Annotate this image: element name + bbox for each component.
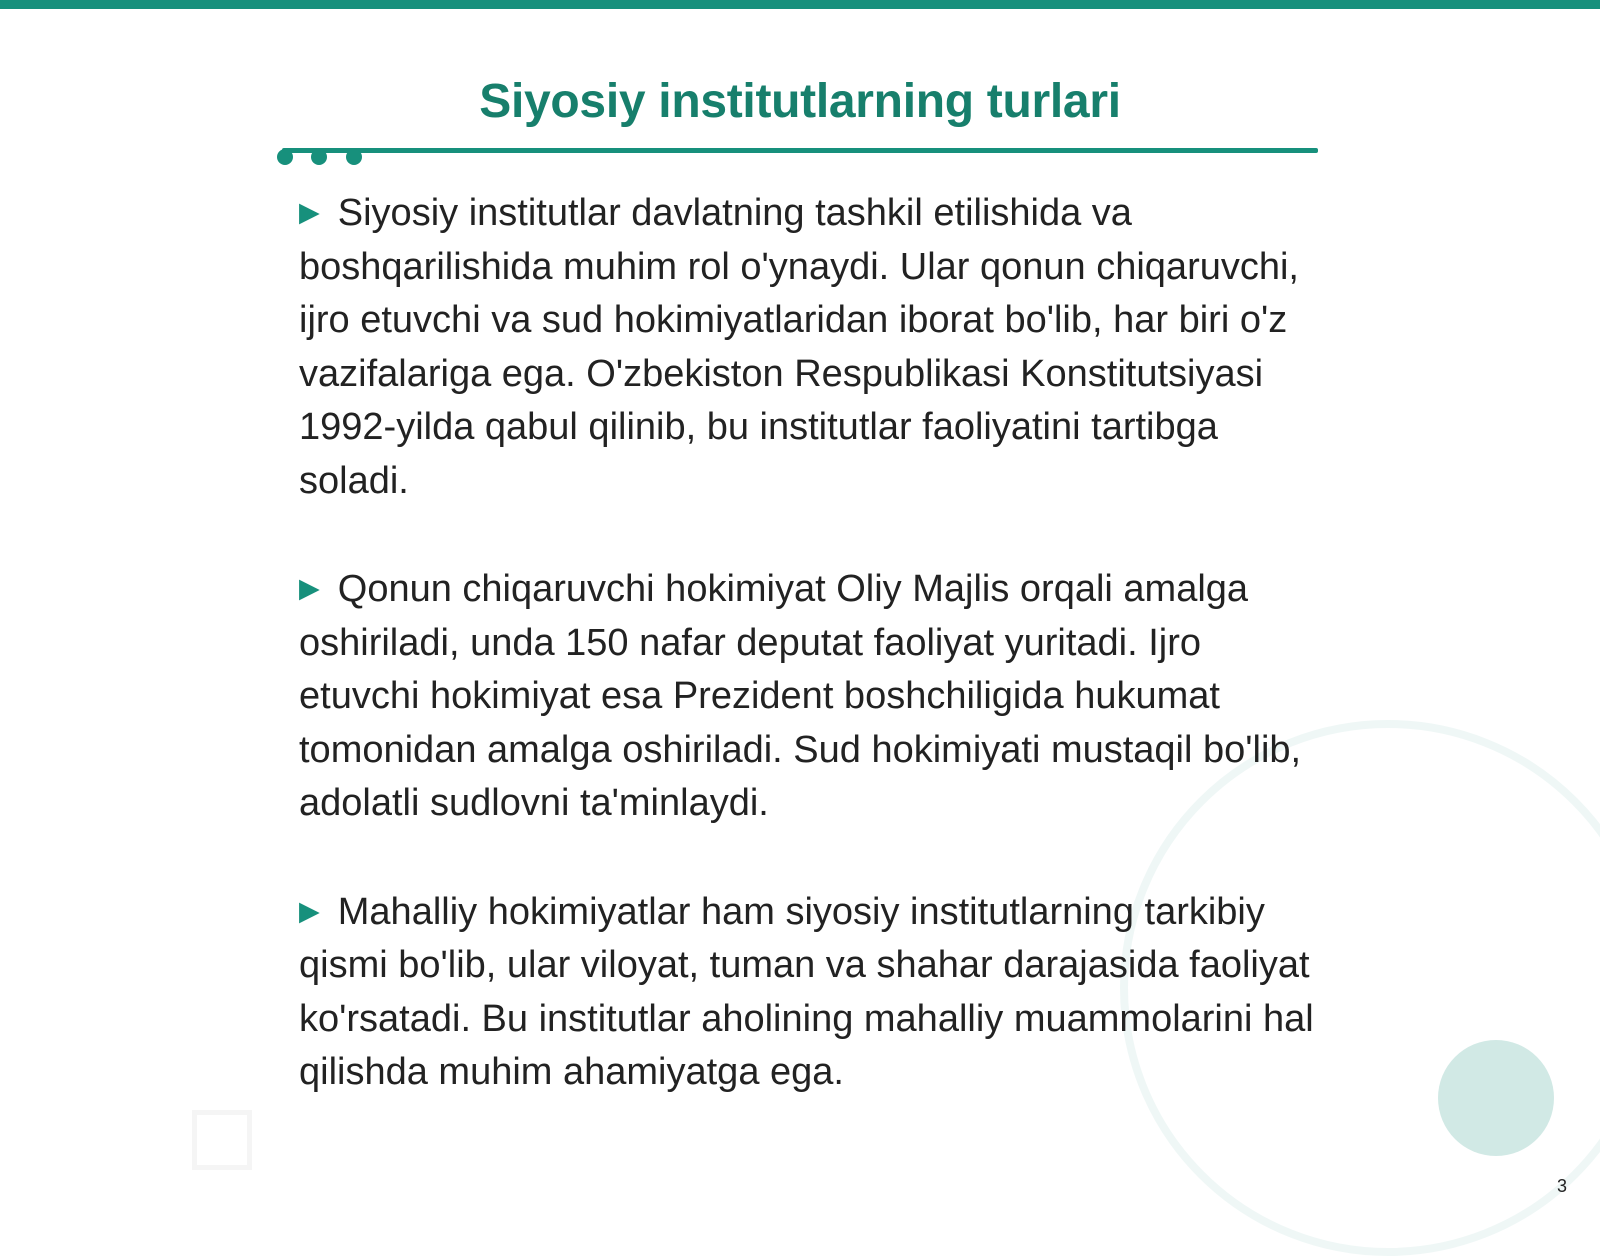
decorative-square xyxy=(192,1110,252,1170)
bullet-paragraph xyxy=(299,186,1319,508)
bullet-text: Mahalliy hokimiyatlar ham siyosiy institutlarning tarkibiy qismi bo'lib, ular viloyat, tuman va shahar darajasida faoliyat ko'rsatadi. Bu institutlar aholining mahalliy muammolarini hal qilishda muhim ahamiyatga ega. xyxy=(299,890,1314,1093)
page-number: 3 xyxy=(1557,1176,1568,1196)
underline-dot xyxy=(277,149,293,165)
bullet-arrow-icon: ▶ xyxy=(299,573,320,603)
bullet-paragraph xyxy=(299,562,1319,831)
bullet-text: Qonun chiqaruvchi hokimiyat Oliy Majlis orqali amalga oshiriladi, unda 150 nafar deputat faoliyat yuritadi. Ijro etuvchi hokimiyat esa Prezident boshchiligida hukumat tomonidan amalga oshiriladi. Sud hokimiyati mustaqil bo'lib, adolatli sudlovni ta'minlaydi. xyxy=(299,568,1302,824)
decorative-circle xyxy=(1438,1040,1554,1156)
top-accent-bar xyxy=(0,0,1600,9)
bullet-text: Siyosiy institutlar davlatning tashkil etilishida va boshqarilishida muhim rol o'ynaydi. Ular qonun chiqaruvchi, ijro etuvchi va sud hokimiyatlaridan iborat bo'lib, har biri o'z vazifalariga ega. O'zbekiston Respublikasi Konstitutsiyasi 1992-yilda qabul qilinib, bu institutlar faoliyatini tartibga soladi. xyxy=(299,192,1299,502)
underline-dot xyxy=(346,149,362,165)
bullet-arrow-icon: ▶ xyxy=(299,895,320,926)
title-underline xyxy=(282,148,1318,153)
slide-body xyxy=(299,186,1319,1154)
slide-title: Siyosiy institutlarning turlari xyxy=(479,75,1121,128)
bullet-arrow-icon: ▶ xyxy=(299,197,320,227)
underline-dot xyxy=(311,149,327,165)
bullet-paragraph xyxy=(299,885,1319,1100)
